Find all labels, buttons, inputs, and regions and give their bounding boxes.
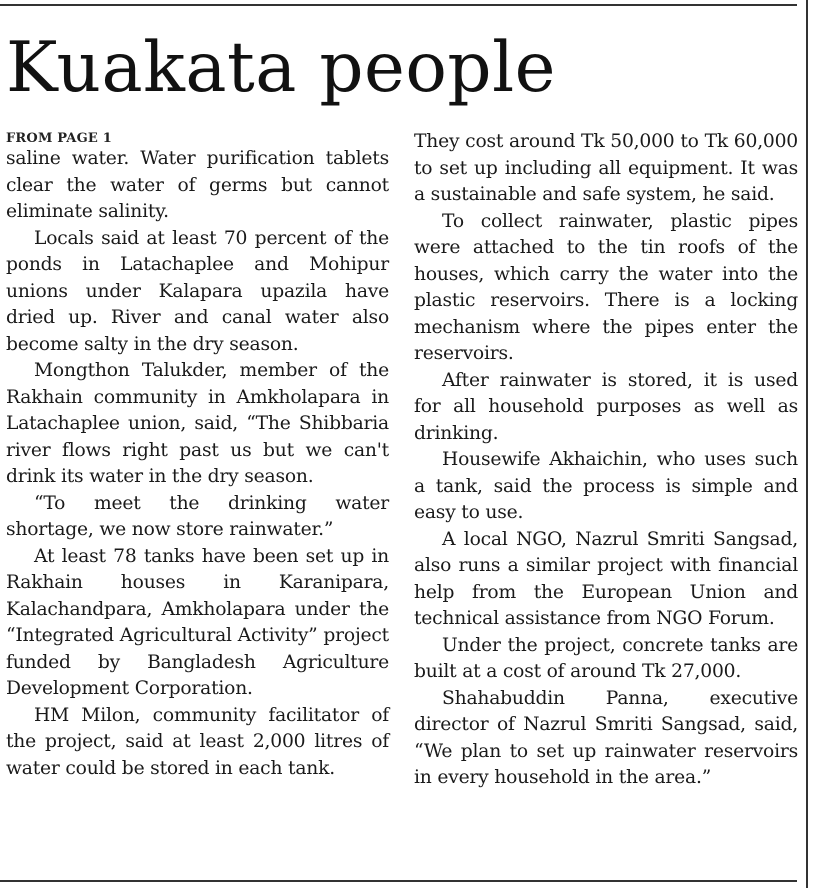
paragraph: After rainwater is stored, it is used for all household purposes as well as drinking. <box>414 369 798 444</box>
paragraph: To collect rainwater, plastic pipes were attached to the tin roofs of the houses, which carry the water into the plastic reservoirs. There is a locking mechanism where the pipes enter the reservoirs. <box>414 210 798 364</box>
paragraph: HM Milon, community facilitator of the project, said at least 2,000 litres of water could be stored in each tank. <box>6 704 389 779</box>
bottom-rule <box>0 880 797 882</box>
paragraph: They cost around Tk 50,000 to Tk 60,000 to set up including all equipment. It was a sustainable and safe system, he said. <box>414 131 798 205</box>
paragraph: saline water. Water purification tablets clear the water of germs but cannot eliminate salinity. <box>6 148 389 222</box>
paragraph: Housewife Akhaichin, who uses such a tank, said the process is simple and easy to use. <box>414 449 798 523</box>
paragraph: Mongthon Talukder, member of the Rakhain community in Amkholapara in Latachaplee union, said, “The Shibbaria river flows right past us but we can't drink its water in the dry season. <box>6 360 389 487</box>
article-column-left <box>6 129 389 782</box>
top-rule <box>0 4 797 6</box>
continuation-kicker: FROM PAGE 1 <box>6 131 112 146</box>
paragraph: Locals said at least 70 percent of the ponds in Latachaplee and Mohipur unions under Kalapara upazila have dried up. River and canal water also become salty in the dry season. <box>6 227 389 355</box>
paragraph: A local NGO, Nazrul Smriti Sangsad, also runs a similar project with financial help from the European Union and technical assistance from NGO Forum. <box>414 528 798 629</box>
paragraph: Under the project, concrete tanks are built at a cost of around Tk 27,000. <box>414 634 798 682</box>
headline: Kuakata people <box>6 28 556 108</box>
right-column-rule <box>806 0 808 888</box>
paragraph: At least 78 tanks have been set up in Rakhain houses in Karanipara, Kalachandpara, Amkholapara under the “Integrated Agricultural Activity” project funded by Bangladesh Agriculture Development Corporation. <box>6 545 389 699</box>
paragraph: “To meet the drinking water shortage, we now store rainwater.” <box>6 492 389 540</box>
article-column-right <box>414 129 798 792</box>
paragraph: Shahabuddin Panna, executive director of Nazrul Smriti Sangsad, said, “We plan to set up rainwater reservoirs in every household in the area.” <box>414 687 798 788</box>
